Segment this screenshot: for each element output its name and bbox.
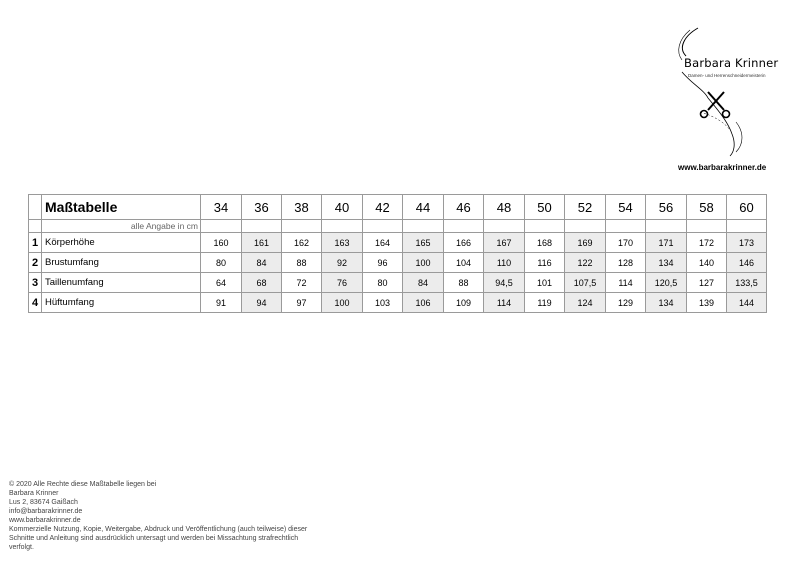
measurement-cell: 173 [727,233,767,253]
measurement-cell: 80 [363,273,403,293]
measurement-cell: 94 [242,293,282,313]
measurement-cell: 101 [525,273,565,293]
brand-logo [664,26,784,176]
measurement-cell: 162 [282,233,322,253]
size-header: 38 [282,195,322,220]
measurement-cell: 146 [727,253,767,273]
table-row [29,273,767,293]
footer-line: verfolgt. [9,544,34,551]
measurement-cell: 84 [403,273,444,293]
size-header: 34 [201,195,242,220]
row-index: 1 [29,233,42,253]
measurement-cell: 167 [484,233,525,253]
row-index: 2 [29,253,42,273]
table-row [29,233,767,253]
measurement-cell: 172 [687,233,727,253]
copyright-footer [9,480,307,552]
footer-line: © 2020 Alle Rechte diese Maßtabelle liegen bei [9,481,157,488]
size-table [28,194,767,313]
measurement-cell: 133,5 [727,273,767,293]
measurement-cell: 120,5 [646,273,687,293]
size-header: 46 [444,195,484,220]
footer-line: www.barbarakrinner.de [9,517,81,524]
measurement-cell: 100 [403,253,444,273]
measurement-cell: 116 [525,253,565,273]
measurement-cell: 119 [525,293,565,313]
measurement-cell: 103 [363,293,403,313]
brand-name: Barbara Krinner [684,56,779,70]
footer-line: Schnitte und Anleitung sind ausdrücklich untersagt und werden bei Missachtung strafrechtlich [9,535,299,542]
measurement-cell: 144 [727,293,767,313]
size-header: 50 [525,195,565,220]
measurement-cell: 92 [322,253,363,273]
measurement-cell: 114 [484,293,525,313]
blank-cell [29,220,42,233]
measurement-cell: 104 [444,253,484,273]
measurement-cell: 76 [322,273,363,293]
measurement-cell: 109 [444,293,484,313]
measurement-cell: 80 [201,253,242,273]
measurement-cell: 122 [565,253,606,273]
measurement-label: Hüftumfang [42,293,201,313]
table-title: Maßtabelle [42,195,201,220]
measurement-cell: 139 [687,293,727,313]
measurement-cell: 84 [242,253,282,273]
measurement-cell: 163 [322,233,363,253]
size-header: 56 [646,195,687,220]
measurement-cell: 164 [363,233,403,253]
measurement-cell: 160 [201,233,242,253]
unit-note: alle Angabe in cm [42,220,201,233]
size-header: 42 [363,195,403,220]
unit-note-row [29,220,767,233]
measurement-cell: 129 [606,293,646,313]
measurement-cell: 114 [606,273,646,293]
measurement-cell: 161 [242,233,282,253]
measurement-cell: 100 [322,293,363,313]
measurement-cell: 165 [403,233,444,253]
footer-line: Kommerzielle Nutzung, Kopie, Weitergabe, Abdruck und Veröffentlichung (auch teilweise) dieser [9,526,308,533]
size-table-body [29,195,767,313]
scissors-thread-icon [664,26,784,176]
measurement-cell: 134 [646,253,687,273]
table-row [29,293,767,313]
brand-url: www.barbarakrinner.de [678,163,767,172]
footer-line: info@barbarakrinner.de [9,508,83,515]
size-header: 36 [242,195,282,220]
measurement-cell: 169 [565,233,606,253]
measurement-cell: 171 [646,233,687,253]
size-header: 52 [565,195,606,220]
measurement-cell: 128 [606,253,646,273]
measurement-cell: 170 [606,233,646,253]
measurement-cell: 134 [646,293,687,313]
measurement-cell: 88 [444,273,484,293]
measurement-cell: 88 [282,253,322,273]
size-header: 58 [687,195,727,220]
footer-line: Lus 2, 83674 Gaißach [9,499,78,506]
measurement-cell: 106 [403,293,444,313]
size-header: 40 [322,195,363,220]
row-index: 4 [29,293,42,313]
measurement-label: Körperhöhe [42,233,201,253]
table-header-row [29,195,767,220]
measurement-label: Taillenumfang [42,273,201,293]
footer-line: Barbara Krinner [9,490,59,497]
size-header: 54 [606,195,646,220]
measurement-cell: 107,5 [565,273,606,293]
measurement-label: Brustumfang [42,253,201,273]
measurement-cell: 124 [565,293,606,313]
brand-subtitle: Damen- und Herrenschneidermeisterin [688,73,766,78]
measurement-cell: 127 [687,273,727,293]
measurement-cell: 96 [363,253,403,273]
corner-cell [29,195,42,220]
table-row [29,253,767,273]
measurement-cell: 72 [282,273,322,293]
measurement-cell: 68 [242,273,282,293]
measurement-cell: 91 [201,293,242,313]
measurement-cell: 110 [484,253,525,273]
measurement-cell: 166 [444,233,484,253]
measurement-cell: 64 [201,273,242,293]
measurement-cell: 97 [282,293,322,313]
row-index: 3 [29,273,42,293]
measurement-cell: 140 [687,253,727,273]
size-header: 60 [727,195,767,220]
size-header: 44 [403,195,444,220]
measurement-cell: 94,5 [484,273,525,293]
measurement-cell: 168 [525,233,565,253]
size-header: 48 [484,195,525,220]
